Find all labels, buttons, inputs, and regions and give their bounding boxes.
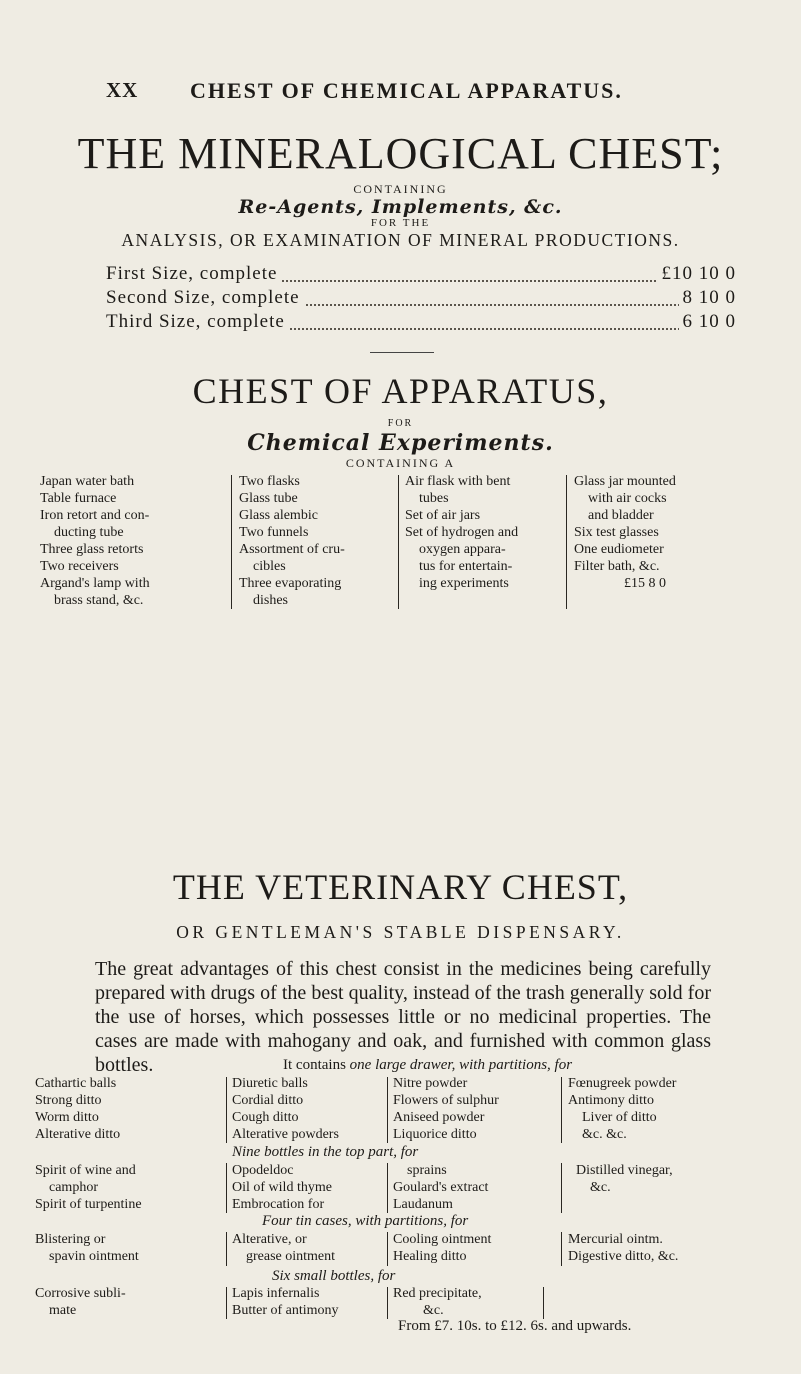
- column-rule: [387, 1232, 388, 1266]
- list-item: Alterative ditto: [35, 1127, 121, 1142]
- column-rule: [226, 1077, 227, 1143]
- list-item: Liquorice ditto: [393, 1127, 477, 1142]
- list-item: Antimony ditto: [568, 1093, 654, 1108]
- list-item: Aniseed powder: [393, 1110, 485, 1125]
- list-item: Spirit of wine and: [35, 1163, 136, 1178]
- apparatus-price: £15 8 0: [624, 576, 666, 591]
- list-item: &c.: [590, 1180, 611, 1195]
- apparatus-column-2: [239, 473, 345, 609]
- bottles-column-2: [232, 1162, 332, 1213]
- column-rule: [561, 1232, 562, 1266]
- tins-column-1: [35, 1231, 139, 1265]
- list-item: sprains: [407, 1163, 447, 1178]
- list-item: Air flask with bent: [405, 474, 511, 489]
- list-item: Cough ditto: [232, 1110, 299, 1125]
- apparatus-containing: CONTAINING A: [345, 456, 456, 470]
- column-rule: [231, 475, 232, 609]
- column-rule: [398, 475, 399, 609]
- list-item: Three evaporating: [239, 576, 342, 591]
- list-item: Mercurial ointm.: [568, 1232, 663, 1247]
- list-item: Spirit of turpentine: [35, 1197, 142, 1212]
- column-rule: [566, 475, 567, 609]
- list-item: Six test glasses: [574, 525, 659, 540]
- small-column-2: [232, 1285, 339, 1319]
- drawer-column-4: [568, 1075, 676, 1143]
- list-item: mate: [49, 1303, 77, 1318]
- apparatus-title: CHEST OF APPARATUS,: [192, 371, 609, 411]
- running-head: [0, 78, 801, 108]
- list-item: Japan water bath: [40, 474, 135, 489]
- apparatus-for: FOR: [387, 418, 414, 429]
- size-row-first: [106, 263, 736, 287]
- list-item: tubes: [419, 491, 449, 506]
- veterinary-subtitle: OR GENTLEMAN'S STABLE DISPENSARY.: [176, 922, 625, 942]
- size-row-second: [106, 287, 736, 311]
- list-item: Glass tube: [239, 491, 298, 506]
- size-name: Second Size, complete: [106, 287, 304, 308]
- mineralogical-title: THE MINERALOGICAL CHEST;: [77, 129, 724, 178]
- list-item: camphor: [49, 1180, 98, 1195]
- list-item: and bladder: [588, 508, 654, 523]
- list-item: Argand's lamp with: [40, 576, 150, 591]
- list-item: One eudiometer: [574, 542, 664, 557]
- drawer-column-3: [393, 1075, 499, 1143]
- list-item: Alterative, or: [232, 1232, 307, 1247]
- list-item: Worm ditto: [35, 1110, 99, 1125]
- bottles-column-1: [35, 1162, 142, 1213]
- list-item: Cordial ditto: [232, 1093, 304, 1108]
- tins-column-2: [232, 1231, 335, 1265]
- list-item: Healing ditto: [393, 1249, 467, 1264]
- column-rule: [226, 1287, 227, 1319]
- list-item: Corrosive subli-: [35, 1286, 126, 1301]
- list-item: Red precipitate,: [393, 1286, 482, 1301]
- list-item: Two receivers: [40, 559, 119, 574]
- bottles-column-3: [393, 1162, 488, 1213]
- size-name: Third Size, complete: [106, 311, 289, 332]
- list-item: dishes: [253, 593, 288, 608]
- running-title: CHEST OF CHEMICAL APPARATUS.: [190, 78, 623, 103]
- mineralogical-subtitle: ANALYSIS, OR EXAMINATION OF MINERAL PRODUCTIONS.: [121, 230, 680, 250]
- apparatus-column-4: [574, 473, 676, 592]
- mineralogical-containing: CONTAINING: [353, 182, 448, 196]
- list-item: Liver of ditto: [582, 1110, 657, 1125]
- list-item: Embrocation for: [232, 1197, 325, 1212]
- veterinary-title: THE VETERINARY CHEST,: [172, 867, 629, 907]
- list-item: ing experiments: [419, 576, 509, 591]
- list-item: Lapis infernalis: [232, 1286, 320, 1301]
- list-item: tus for entertain-: [419, 559, 513, 574]
- drawer-intro-lead: It: [283, 1057, 293, 1073]
- size-price: 8 10 0: [679, 287, 737, 309]
- list-item: with air cocks: [588, 491, 667, 506]
- list-item: Opodeldoc: [232, 1163, 294, 1178]
- list-item: &c.: [423, 1303, 444, 1318]
- bottles-intro: Nine bottles in the top part, for: [232, 1144, 419, 1160]
- list-item: Table furnace: [40, 491, 117, 506]
- drawer-intro-plain: contains: [295, 1057, 346, 1073]
- bottles-column-4: [576, 1162, 673, 1196]
- drawer-intro-italic: one large drawer, with partitions, for: [349, 1057, 573, 1073]
- section-divider: [370, 352, 434, 353]
- list-item: brass stand, &c.: [54, 593, 144, 608]
- list-item: Two flasks: [239, 474, 300, 489]
- list-item: ducting tube: [54, 525, 124, 540]
- list-item: Assortment of cru-: [239, 542, 345, 557]
- list-item: spavin ointment: [49, 1249, 139, 1264]
- small-column-1: [35, 1285, 126, 1319]
- mineralogical-reagents: Re-Agents, Implements, &c.: [238, 196, 563, 218]
- list-item: Two funnels: [239, 525, 309, 540]
- mineralogical-for: FOR THE: [370, 217, 431, 229]
- list-item: Fœnugreek powder: [568, 1076, 677, 1091]
- tins-column-4: [568, 1231, 678, 1265]
- list-item: Alterative powders: [232, 1127, 339, 1142]
- column-rule: [387, 1163, 388, 1213]
- column-rule: [543, 1287, 544, 1319]
- size-row-third: [106, 311, 736, 335]
- list-item: oxygen appara-: [419, 542, 506, 557]
- tins-intro: Four tin cases, with partitions, for: [262, 1213, 469, 1229]
- list-item: Filter bath, &c.: [574, 559, 660, 574]
- size-name: First Size, complete: [106, 263, 281, 284]
- column-rule: [387, 1077, 388, 1143]
- list-item: Distilled vinegar,: [576, 1163, 673, 1178]
- drawer-column-1: [35, 1075, 120, 1143]
- size-price: 6 10 0: [679, 311, 737, 333]
- column-rule: [226, 1232, 227, 1266]
- list-item: Flowers of sulphur: [393, 1093, 499, 1108]
- list-item: Nitre powder: [393, 1076, 468, 1091]
- list-item: Digestive ditto, &c.: [568, 1249, 679, 1264]
- column-rule: [387, 1287, 388, 1319]
- list-item: Oil of wild thyme: [232, 1180, 332, 1195]
- list-item: Set of hydrogen and: [405, 525, 519, 540]
- column-rule: [561, 1163, 562, 1213]
- list-item: &c. &c.: [582, 1127, 627, 1142]
- list-item: Cooling ointment: [393, 1232, 492, 1247]
- list-item: Glass jar mounted: [574, 474, 676, 489]
- list-item: Glass alembic: [239, 508, 318, 523]
- column-rule: [561, 1077, 562, 1143]
- list-item: Laudanum: [393, 1197, 453, 1212]
- list-item: Goulard's extract: [393, 1180, 489, 1195]
- list-item: Strong ditto: [35, 1093, 102, 1108]
- veterinary-paragraph: The great advantages of this chest consist in the medicines being carefully prepared with drugs of the best quality, instead of the trash generally sold for the use of horses, which possesses little or no medicinal properties. The cases are made with mahogany and oak, and furnished with common glass bottles.: [95, 958, 711, 1076]
- list-item: Butter of antimony: [232, 1303, 339, 1318]
- veterinary-price: From £7. 10s. to £12. 6s. and upwards.: [398, 1318, 632, 1334]
- small-bottles-intro: Six small bottles, for: [272, 1268, 396, 1284]
- list-item: Iron retort and con-: [40, 508, 150, 523]
- column-rule: [226, 1163, 227, 1213]
- list-item: Three glass retorts: [40, 542, 144, 557]
- size-price: £10 10 0: [658, 263, 737, 285]
- list-item: Cathartic balls: [35, 1076, 117, 1091]
- page-number: XX: [106, 78, 139, 102]
- small-column-3: [393, 1285, 482, 1319]
- apparatus-column-3: [405, 473, 518, 592]
- list-item: Set of air jars: [405, 508, 481, 523]
- list-item: Blistering or: [35, 1232, 106, 1247]
- apparatus-column-1: [40, 473, 150, 609]
- drawer-intro: [283, 1057, 572, 1074]
- tins-column-3: [393, 1231, 491, 1265]
- list-item: grease ointment: [246, 1249, 336, 1264]
- list-item: cibles: [253, 559, 286, 574]
- apparatus-gothic-heading: Chemical Experiments.: [247, 430, 554, 456]
- list-item: Diuretic balls: [232, 1076, 308, 1091]
- drawer-column-2: [232, 1075, 339, 1143]
